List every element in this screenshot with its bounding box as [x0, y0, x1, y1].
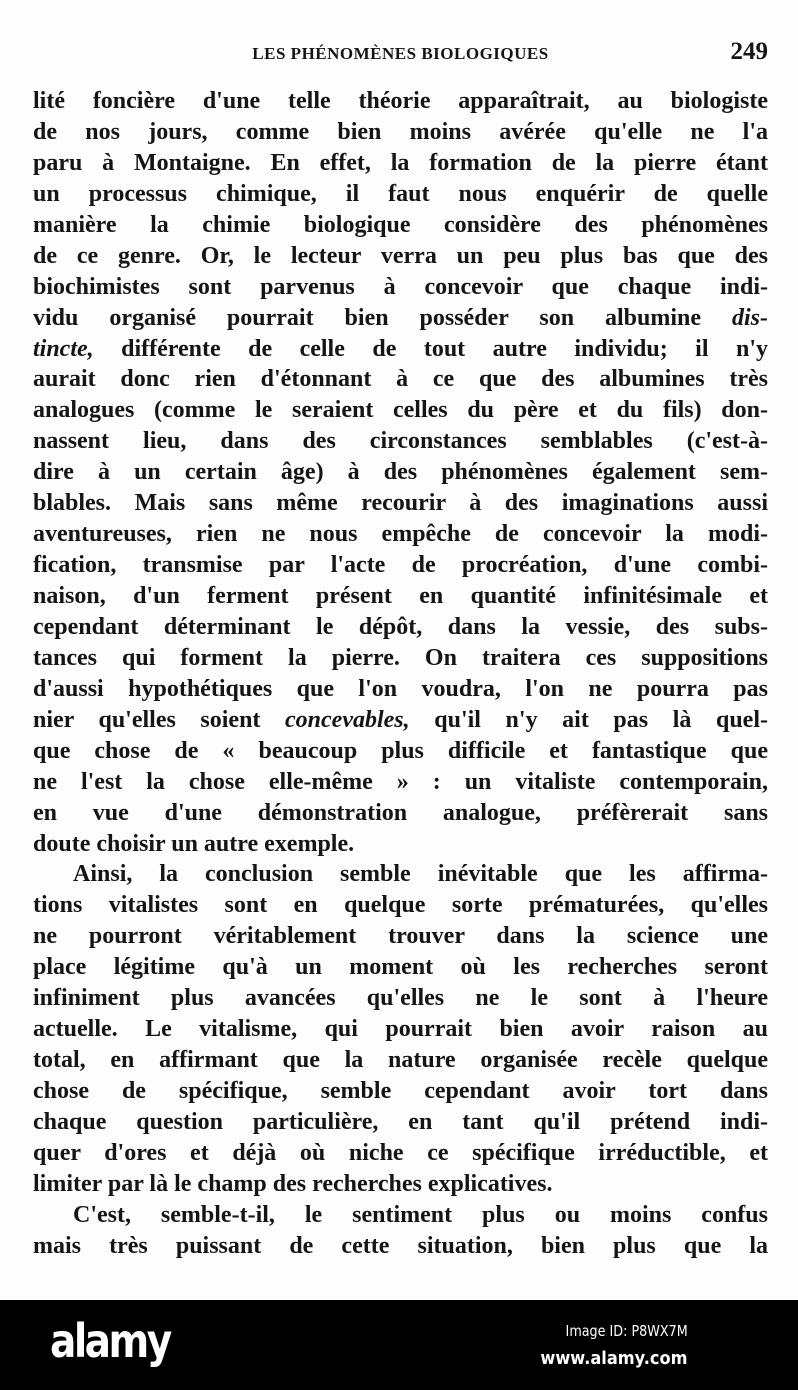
text-segment: nier qu'elles soient: [33, 706, 286, 733]
text-line: [33, 488, 768, 519]
running-title: LES PHÉNOMÈNES BIOLOGIQUES: [252, 44, 549, 63]
text-line: [33, 643, 768, 674]
text-segment: blables. Mais sans même recourir à des imaginations aussi: [33, 490, 768, 517]
text-line: [33, 952, 768, 983]
page-number: 249: [730, 38, 768, 65]
text-segment: aurait donc rien d'étonnant à ce que des albumines très: [33, 366, 768, 393]
text-line: [33, 241, 768, 272]
text-line: [33, 519, 768, 550]
text-segment: un processus chimique, il faut nous enquérir de quelle: [33, 180, 768, 207]
text-line: [33, 1076, 768, 1107]
text-segment: chaque question particulière, en tant qu'il prétend indi-: [33, 1108, 768, 1135]
text-segment: que chose de « beaucoup plus difficile et fantastique que: [33, 737, 768, 764]
text-segment: analogues (comme le seraient celles du père et du fils) don-: [33, 397, 768, 424]
image-id: Image ID: P8WX7M: [565, 1322, 688, 1340]
text-segment: paru à Montaigne. En effet, la formation de la pierre étant: [33, 149, 768, 176]
text-segment: mais très puissant de cette situation, bien plus que la: [33, 1232, 768, 1259]
text-segment: de nos jours, comme bien moins avérée qu'elle ne l'a: [33, 118, 768, 145]
text-segment: de ce genre. Or, le lecteur verra un peu plus bas que des: [33, 242, 768, 269]
text-line: [33, 210, 768, 241]
text-line: [33, 1169, 768, 1200]
text-line: [33, 117, 768, 148]
text-line: [33, 550, 768, 581]
text-segment: ne pourront véritablement trouver dans la science une: [33, 923, 768, 950]
text-segment: doute choisir un autre exemple.: [33, 830, 355, 857]
text-line: [33, 705, 768, 736]
text-segment: total, en affirmant que la nature organisée recèle quelque: [33, 1047, 768, 1074]
text-segment: quer d'ores et déjà où niche ce spécifique irréductible, et: [33, 1139, 768, 1166]
italic-text: tincte,: [33, 335, 94, 362]
alamy-logo: alamy: [50, 1314, 170, 1368]
text-line: [33, 1107, 768, 1138]
text-line: [33, 890, 768, 921]
text-segment: C'est, semble-t-il, le sentiment plus ou moins confus: [73, 1201, 768, 1228]
text-line: [33, 767, 768, 798]
text-line: [33, 395, 768, 426]
text-segment: tions vitalistes sont en quelque sorte prématurées, qu'elles: [33, 892, 768, 919]
text-line: [33, 86, 768, 117]
text-line: [33, 612, 768, 643]
text-segment: chose de spécifique, semble cependant avoir tort dans: [33, 1078, 768, 1104]
text-segment: qu'il n'y ait pas là quel-: [409, 706, 768, 733]
body-text: [33, 86, 768, 1262]
page-header: [33, 38, 768, 68]
italic-text: concevables,: [285, 706, 410, 733]
text-segment: aventureuses, rien ne nous empêche de concevoir la modi-: [33, 521, 768, 548]
text-line: [33, 364, 768, 395]
text-segment: cependant déterminant le dépôt, dans la vessie, des subs-: [33, 613, 768, 640]
text-line: [33, 581, 768, 612]
text-segment: infiniment plus avancées qu'elles ne le sont à l'heure: [33, 985, 768, 1012]
text-segment: nassent lieu, dans des circonstances semblables (c'est-à-: [33, 428, 768, 455]
watermark-footer: [0, 1300, 798, 1390]
text-line: [33, 457, 768, 488]
text-segment: manière la chimie biologique considère des phénomènes: [33, 211, 768, 238]
text-line: [33, 1045, 768, 1076]
text-line: [33, 148, 768, 179]
text-line: [33, 426, 768, 457]
text-line: [33, 798, 768, 829]
text-line: [33, 179, 768, 210]
text-line: [33, 303, 768, 334]
text-line: [33, 983, 768, 1014]
text-segment: tances qui forment la pierre. On traitera ces suppositions: [33, 644, 768, 671]
text-line: [33, 829, 768, 860]
text-segment: différente de celle de tout autre individu; il n'y: [93, 335, 768, 362]
text-segment: naison, d'un ferment présent en quantité infinitésimale et: [33, 583, 768, 609]
text-segment: fication, transmise par l'acte de procréation, d'une combi-: [33, 552, 768, 579]
text-line: [33, 921, 768, 952]
text-segment: ne l'est la chose elle-même » : un vitaliste contemporain,: [33, 768, 768, 795]
text-line: [33, 1200, 768, 1231]
italic-text: dis-: [732, 304, 768, 331]
text-line: [33, 334, 768, 365]
text-line: [33, 859, 768, 890]
text-line: [33, 272, 768, 303]
text-line: [33, 1231, 768, 1262]
text-line: [33, 674, 768, 705]
text-segment: actuelle. Le vitalisme, qui pourrait bien avoir raison au: [33, 1016, 768, 1043]
text-segment: en vue d'une démonstration analogue, préfèrerait sans: [33, 799, 768, 826]
text-segment: d'aussi hypothétiques que l'on voudra, l'on ne pourra pas: [33, 675, 768, 702]
text-segment: Ainsi, la conclusion semble inévitable que les affirma-: [73, 861, 768, 888]
text-segment: place légitime qu'à un moment où les recherches seront: [33, 954, 768, 981]
text-segment: vidu organisé pourrait bien posséder son albumine: [33, 304, 732, 331]
site-url: www.alamy.com: [540, 1348, 688, 1369]
text-line: [33, 1138, 768, 1169]
text-segment: biochimistes sont parvenus à concevoir que chaque indi-: [33, 273, 768, 300]
text-segment: dire à un certain âge) à des phénomènes également sem-: [33, 459, 768, 486]
text-line: [33, 1014, 768, 1045]
text-segment: limiter par là le champ des recherches explicatives.: [33, 1170, 553, 1197]
text-segment: lité foncière d'une telle théorie apparaîtrait, au biologiste: [33, 88, 768, 114]
text-line: [33, 736, 768, 767]
